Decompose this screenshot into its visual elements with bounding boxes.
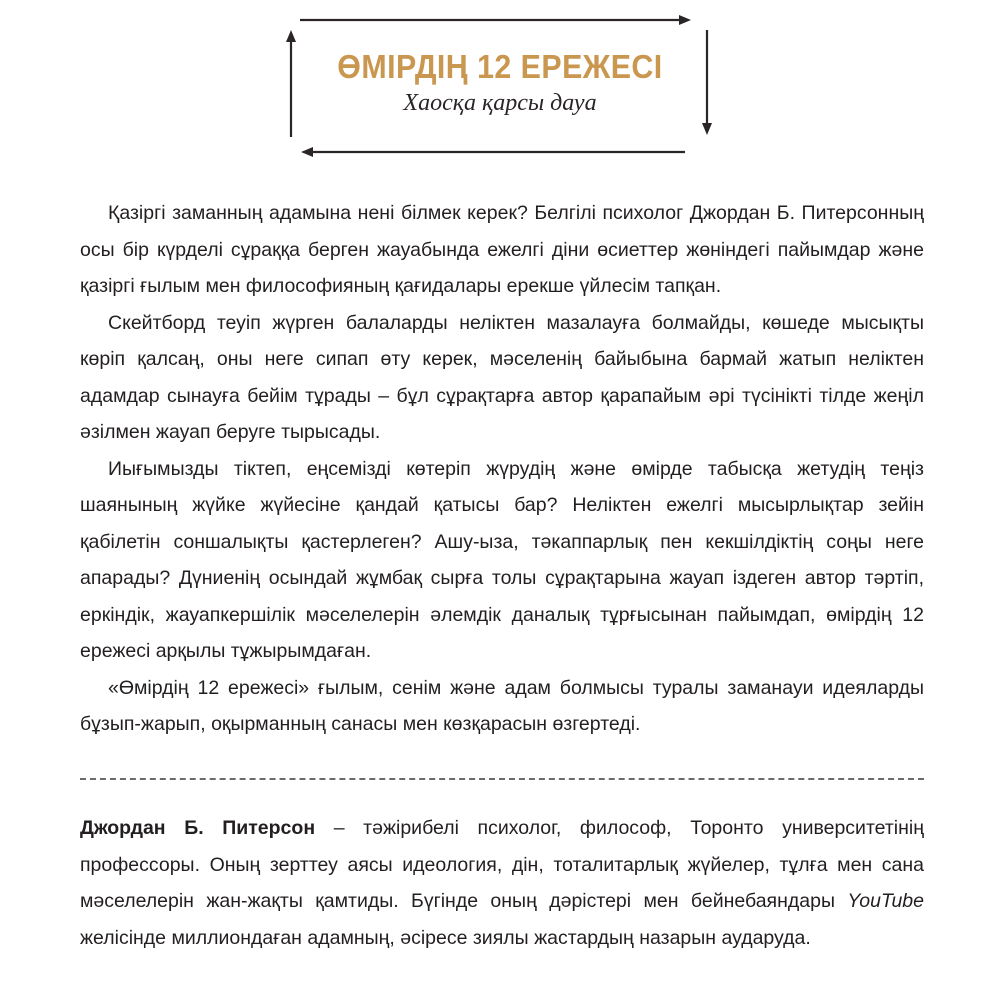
top-arrow-head (679, 15, 691, 25)
book-title: ӨМІРДІҢ 12 ЕРЕЖЕСІ (337, 48, 663, 85)
left-arrow-head (286, 30, 296, 42)
description-text (80, 195, 924, 743)
title-block (300, 48, 700, 118)
author-bio (80, 810, 924, 956)
author-name: Джордан Б. Питерсон (80, 817, 316, 839)
platform-name: YouTube (847, 890, 924, 912)
paragraph-3: Иығымызды тіктеп, еңсемізді көтеріп жүрудің және өмірде табысқа жетудің теңіз шаянының жүйке жүйесіне қандай қатысы бар? Неліктен ежелгі мысырлықтар зейін қабілетін соншалықты қастерлеген? Ашу-ыза, тәкаппарлық пен кекшілдіктің соңы неге апарады? Дүниенің осындай жұмбақ сырға толы сұрақтарына жауап іздеген автор тәртіп, еркіндік, жауапкершілік мәселелерін әлемдік даналық тұрғысынан пайымдап, өмірдің 12 ережесі арқылы тұжырымдаған. (80, 457, 924, 662)
author-bio-part-1: – тәжірибелі психолог, философ, Торонто университетінің профессоры. Оның зерттеу аясы идеология, дін, тоталитарлық жүйелер, тұлға мен сана мәселелерін жан-жақты қамтиды. Бүгінде оның дәрістері мен бейнебаяндары (80, 817, 924, 912)
author-bio-part-2: желісінде миллиондаған адамның, әсіресе зиялы жастардың назарын аударуда. (80, 926, 811, 949)
dashed-divider (80, 778, 924, 780)
paragraph-1: Қазіргі заманның адамына нені білмек керек? Белгілі психолог Джордан Б. Питерсонның осы бір күрделі сұраққа берген жауабында ежелгі діни өсиеттер жөніндегі пайымдар және қазіргі ғылым мен философияның қағидалары ерекше үйлесім тапқан. (80, 202, 924, 297)
book-subtitle: Хаосқа қарсы дауа (403, 90, 597, 116)
bottom-arrow-head (301, 147, 313, 157)
right-arrow-head (702, 123, 712, 135)
paragraph-2: Скейтборд теуіп жүрген балаларды неліктен мазалауға болмайды, көшеде мысықты көріп қалсаң, оны неге сипап өту керек, мәселенің байыбына бармай жатып неліктен адамдар сынауға бейім тұрады – бұл сұрақтарға автор қарапайым әрі түсінікті тілде жеңіл әзілмен жауап беруге тырысады. (80, 311, 924, 443)
paragraph-4: «Өмірдің 12 ережесі» ғылым, сенім және адам болмысы туралы заманауи идеяларды бұзып-жарып, оқырманның санасы мен көзқарасын өзгертеді. (80, 676, 924, 735)
